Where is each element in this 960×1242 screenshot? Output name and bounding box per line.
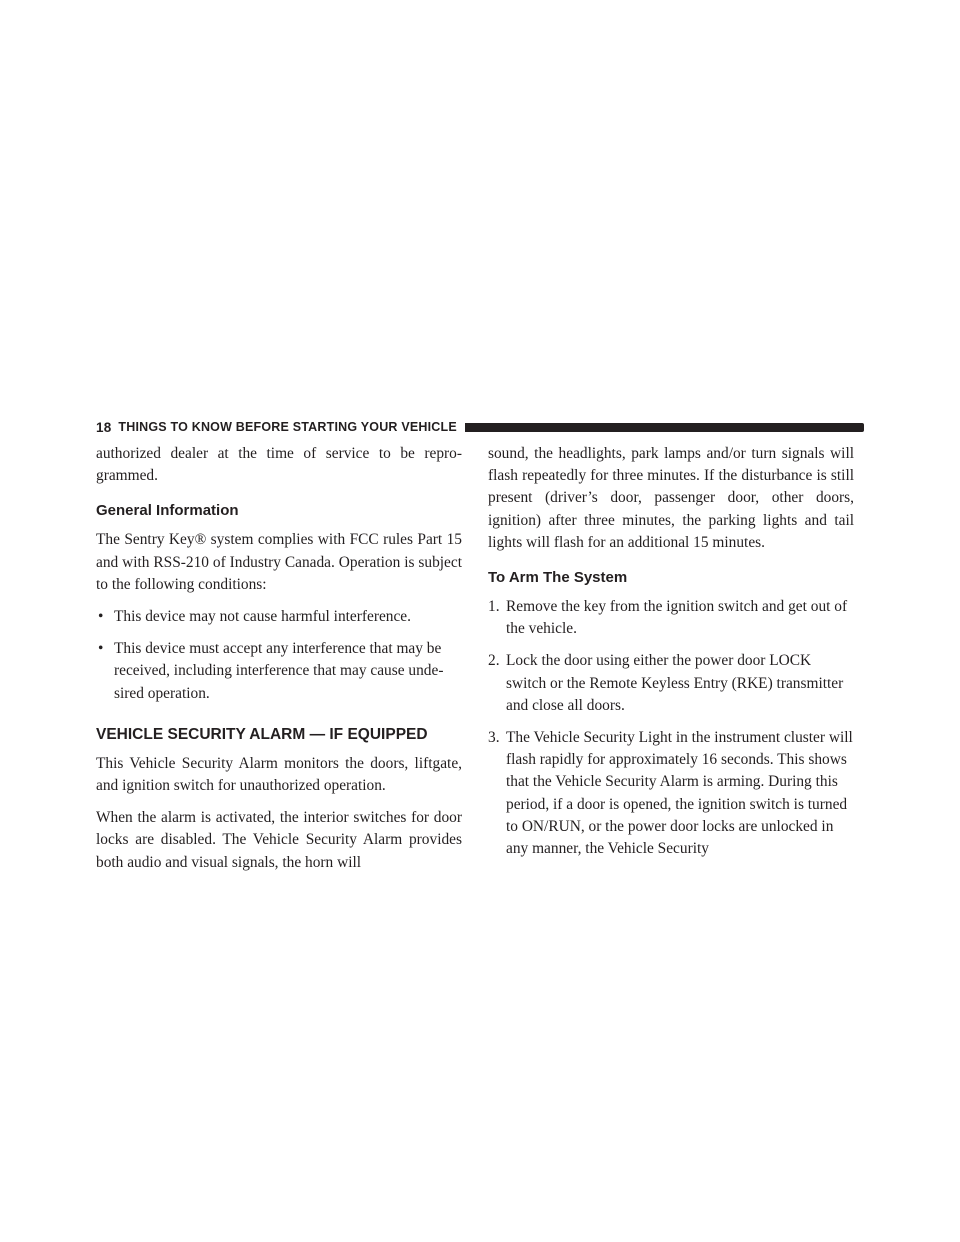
section-title: THINGS TO KNOW BEFORE STARTING YOUR VEHICLE	[118, 420, 457, 434]
list-item	[96, 638, 462, 705]
conditions-list	[96, 606, 462, 705]
left-column	[96, 443, 462, 884]
bullet-icon: •	[98, 640, 104, 658]
list-item	[488, 650, 854, 717]
page-number: 18	[96, 419, 112, 435]
general-information-paragraph: The Sentry Key® system complies with FCC rules Part 15 and with RSS-210 of Industry Canada. Operation is subject to the following conditions:	[96, 531, 462, 593]
general-information-heading: General Information	[96, 502, 239, 520]
arm-system-heading: To Arm The System	[488, 569, 628, 587]
vehicle-security-alarm-heading: VEHICLE SECURITY ALARM — IF EQUIPPED	[96, 725, 428, 743]
alarm-paragraph-1: This Vehicle Security Alarm monitors the doors, liftgate, and ignition switch for unauthorized operation.	[96, 754, 462, 795]
intro-paragraph: authorized dealer at the time of service to be repro-grammed.	[96, 445, 462, 485]
list-item	[488, 596, 854, 640]
step-number: 3.	[488, 729, 500, 747]
list-item	[96, 606, 462, 628]
continued-paragraph: sound, the headlights, park lamps and/or turn signals will flash repeatedly for three minutes. If the disturbance is still present (driver’s door, passenger door, other doors, ignition) after three minutes, the parking lights and tail lights will flash for an additional 15 minutes.	[488, 445, 854, 551]
step-text: Remove the key from the ignition switch and get out of the vehicle.	[506, 598, 848, 638]
step-number: 2.	[488, 652, 500, 670]
list-item-text: This device may not cause harmful interference.	[114, 608, 411, 626]
header-rule	[465, 423, 864, 432]
step-text: The Vehicle Security Light in the instrument cluster will flash rapidly for approximately 16 seconds. This shows that the Vehicle Security Alarm is arming. During this period, if a door is opened, the ignition switch is turned to ON/RUN, or the power door locks are unlocked in any manner, the Vehicle Security	[506, 729, 853, 858]
list-item	[488, 727, 854, 860]
step-text: Lock the door using either the power door LOCK switch or the Remote Keyless Entry (RKE) transmitter and close all doors.	[506, 652, 844, 714]
alarm-paragraph-2: When the alarm is activated, the interior switches for door locks are disabled. The Vehicle Security Alarm provides both audio and visual signals, the horn will	[96, 809, 462, 871]
arm-steps-list	[488, 596, 854, 860]
right-column	[488, 443, 854, 870]
page-header	[96, 417, 864, 437]
bullet-icon: •	[98, 608, 104, 626]
list-item-text: This device must accept any interference that may be received, including interference that may cause unde-sired operation.	[114, 640, 444, 702]
step-number: 1.	[488, 598, 500, 616]
